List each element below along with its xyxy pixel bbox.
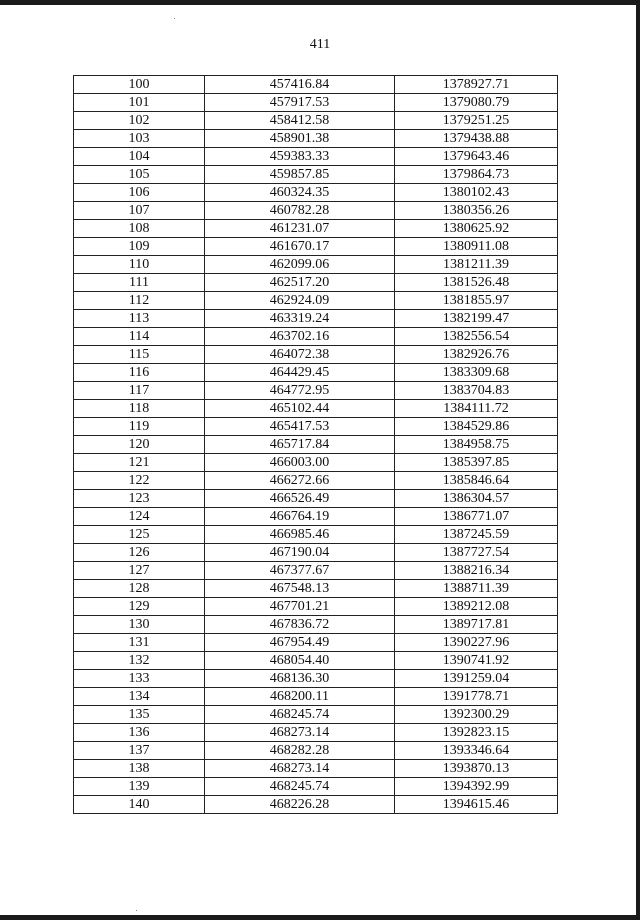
table-row <box>74 508 558 526</box>
x-coordinate-cell: 461231.07 <box>205 220 395 238</box>
table-row <box>74 760 558 778</box>
point-number-cell: 127 <box>74 562 205 580</box>
point-number-cell: 121 <box>74 454 205 472</box>
y-coordinate-cell: 1386304.57 <box>395 490 558 508</box>
x-coordinate-cell: 462517.20 <box>205 274 395 292</box>
point-number-cell: 101 <box>74 94 205 112</box>
y-coordinate-cell: 1391259.04 <box>395 670 558 688</box>
y-coordinate-cell: 1381855.97 <box>395 292 558 310</box>
table-row <box>74 778 558 796</box>
point-number-cell: 102 <box>74 112 205 130</box>
point-number-cell: 134 <box>74 688 205 706</box>
scan-speck <box>174 18 175 19</box>
point-number-cell: 100 <box>74 76 205 94</box>
table-row <box>74 310 558 328</box>
point-number-cell: 131 <box>74 634 205 652</box>
y-coordinate-cell: 1380102.43 <box>395 184 558 202</box>
x-coordinate-cell: 466526.49 <box>205 490 395 508</box>
table-row <box>74 742 558 760</box>
point-number-cell: 135 <box>74 706 205 724</box>
table-row <box>74 724 558 742</box>
table-row <box>74 652 558 670</box>
x-coordinate-cell: 468136.30 <box>205 670 395 688</box>
y-coordinate-cell: 1389212.08 <box>395 598 558 616</box>
y-coordinate-cell: 1390227.96 <box>395 634 558 652</box>
page-number: 411 <box>309 37 331 52</box>
x-coordinate-cell: 465417.53 <box>205 418 395 436</box>
x-coordinate-cell: 468245.74 <box>205 706 395 724</box>
point-number-cell: 124 <box>74 508 205 526</box>
point-number-cell: 112 <box>74 292 205 310</box>
y-coordinate-cell: 1378927.71 <box>395 76 558 94</box>
coordinate-table-body <box>74 76 558 814</box>
table-row <box>74 688 558 706</box>
point-number-cell: 117 <box>74 382 205 400</box>
point-number-cell: 116 <box>74 364 205 382</box>
y-coordinate-cell: 1384529.86 <box>395 418 558 436</box>
y-coordinate-cell: 1380911.08 <box>395 238 558 256</box>
point-number-cell: 119 <box>74 418 205 436</box>
table-row <box>74 292 558 310</box>
table-row <box>74 202 558 220</box>
table-row <box>74 634 558 652</box>
point-number-cell: 138 <box>74 760 205 778</box>
table-row <box>74 562 558 580</box>
table-row <box>74 580 558 598</box>
point-number-cell: 115 <box>74 346 205 364</box>
table-row <box>74 418 558 436</box>
x-coordinate-cell: 468282.28 <box>205 742 395 760</box>
table-row <box>74 670 558 688</box>
point-number-cell: 103 <box>74 130 205 148</box>
point-number-cell: 140 <box>74 796 205 814</box>
table-row <box>74 220 558 238</box>
point-number-cell: 126 <box>74 544 205 562</box>
x-coordinate-cell: 466985.46 <box>205 526 395 544</box>
y-coordinate-cell: 1379643.46 <box>395 148 558 166</box>
y-coordinate-cell: 1383309.68 <box>395 364 558 382</box>
point-number-cell: 111 <box>74 274 205 292</box>
y-coordinate-cell: 1390741.92 <box>395 652 558 670</box>
table-row <box>74 616 558 634</box>
x-coordinate-cell: 468226.28 <box>205 796 395 814</box>
table-row <box>74 184 558 202</box>
table-row <box>74 166 558 184</box>
x-coordinate-cell: 468200.11 <box>205 688 395 706</box>
y-coordinate-cell: 1385846.64 <box>395 472 558 490</box>
point-number-cell: 137 <box>74 742 205 760</box>
point-number-cell: 122 <box>74 472 205 490</box>
x-coordinate-cell: 467190.04 <box>205 544 395 562</box>
point-number-cell: 139 <box>74 778 205 796</box>
y-coordinate-cell: 1392823.15 <box>395 724 558 742</box>
table-row <box>74 94 558 112</box>
point-number-cell: 110 <box>74 256 205 274</box>
point-number-cell: 107 <box>74 202 205 220</box>
x-coordinate-cell: 466003.00 <box>205 454 395 472</box>
y-coordinate-cell: 1382199.47 <box>395 310 558 328</box>
point-number-cell: 109 <box>74 238 205 256</box>
table-row <box>74 364 558 382</box>
x-coordinate-cell: 463319.24 <box>205 310 395 328</box>
x-coordinate-cell: 463702.16 <box>205 328 395 346</box>
table-row <box>74 400 558 418</box>
y-coordinate-cell: 1380356.26 <box>395 202 558 220</box>
table-row <box>74 472 558 490</box>
y-coordinate-cell: 1393870.13 <box>395 760 558 778</box>
y-coordinate-cell: 1384958.75 <box>395 436 558 454</box>
point-number-cell: 130 <box>74 616 205 634</box>
table-row <box>74 526 558 544</box>
y-coordinate-cell: 1394392.99 <box>395 778 558 796</box>
x-coordinate-cell: 458901.38 <box>205 130 395 148</box>
table-row <box>74 490 558 508</box>
scan-speck <box>136 910 137 911</box>
point-number-cell: 105 <box>74 166 205 184</box>
y-coordinate-cell: 1384111.72 <box>395 400 558 418</box>
x-coordinate-cell: 461670.17 <box>205 238 395 256</box>
x-coordinate-cell: 458412.58 <box>205 112 395 130</box>
x-coordinate-cell: 464072.38 <box>205 346 395 364</box>
y-coordinate-cell: 1379080.79 <box>395 94 558 112</box>
x-coordinate-cell: 467836.72 <box>205 616 395 634</box>
y-coordinate-cell: 1383704.83 <box>395 382 558 400</box>
point-number-cell: 128 <box>74 580 205 598</box>
table-row <box>74 436 558 454</box>
x-coordinate-cell: 468273.14 <box>205 724 395 742</box>
x-coordinate-cell: 466764.19 <box>205 508 395 526</box>
table-row <box>74 544 558 562</box>
y-coordinate-cell: 1381526.48 <box>395 274 558 292</box>
point-number-cell: 104 <box>74 148 205 166</box>
y-coordinate-cell: 1389717.81 <box>395 616 558 634</box>
x-coordinate-cell: 467954.49 <box>205 634 395 652</box>
x-coordinate-cell: 457917.53 <box>205 94 395 112</box>
x-coordinate-cell: 465102.44 <box>205 400 395 418</box>
y-coordinate-cell: 1386771.07 <box>395 508 558 526</box>
x-coordinate-cell: 468273.14 <box>205 760 395 778</box>
table-row <box>74 238 558 256</box>
y-coordinate-cell: 1392300.29 <box>395 706 558 724</box>
point-number-cell: 106 <box>74 184 205 202</box>
x-coordinate-cell: 465717.84 <box>205 436 395 454</box>
point-number-cell: 113 <box>74 310 205 328</box>
y-coordinate-cell: 1388216.34 <box>395 562 558 580</box>
x-coordinate-cell: 468245.74 <box>205 778 395 796</box>
x-coordinate-cell: 460324.35 <box>205 184 395 202</box>
y-coordinate-cell: 1382926.76 <box>395 346 558 364</box>
x-coordinate-cell: 468054.40 <box>205 652 395 670</box>
x-coordinate-cell: 467701.21 <box>205 598 395 616</box>
point-number-cell: 133 <box>74 670 205 688</box>
x-coordinate-cell: 462099.06 <box>205 256 395 274</box>
y-coordinate-cell: 1380625.92 <box>395 220 558 238</box>
x-coordinate-cell: 457416.84 <box>205 76 395 94</box>
point-number-cell: 132 <box>74 652 205 670</box>
table-row <box>74 598 558 616</box>
y-coordinate-cell: 1379864.73 <box>395 166 558 184</box>
table-row <box>74 274 558 292</box>
point-number-cell: 125 <box>74 526 205 544</box>
point-number-cell: 120 <box>74 436 205 454</box>
table-row <box>74 76 558 94</box>
x-coordinate-cell: 464429.45 <box>205 364 395 382</box>
y-coordinate-cell: 1385397.85 <box>395 454 558 472</box>
table-row <box>74 256 558 274</box>
table-row <box>74 796 558 814</box>
y-coordinate-cell: 1381211.39 <box>395 256 558 274</box>
point-number-cell: 108 <box>74 220 205 238</box>
y-coordinate-cell: 1382556.54 <box>395 328 558 346</box>
table-row <box>74 346 558 364</box>
table-row <box>74 148 558 166</box>
point-number-cell: 129 <box>74 598 205 616</box>
y-coordinate-cell: 1387245.59 <box>395 526 558 544</box>
table-row <box>74 328 558 346</box>
point-number-cell: 114 <box>74 328 205 346</box>
y-coordinate-cell: 1388711.39 <box>395 580 558 598</box>
x-coordinate-cell: 459857.85 <box>205 166 395 184</box>
point-number-cell: 118 <box>74 400 205 418</box>
point-number-cell: 123 <box>74 490 205 508</box>
x-coordinate-cell: 462924.09 <box>205 292 395 310</box>
x-coordinate-cell: 459383.33 <box>205 148 395 166</box>
x-coordinate-cell: 460782.28 <box>205 202 395 220</box>
table-row <box>74 454 558 472</box>
x-coordinate-cell: 464772.95 <box>205 382 395 400</box>
coordinate-table <box>73 75 558 814</box>
point-number-cell: 136 <box>74 724 205 742</box>
y-coordinate-cell: 1379438.88 <box>395 130 558 148</box>
table-row <box>74 706 558 724</box>
y-coordinate-cell: 1394615.46 <box>395 796 558 814</box>
y-coordinate-cell: 1387727.54 <box>395 544 558 562</box>
x-coordinate-cell: 467548.13 <box>205 580 395 598</box>
table-row <box>74 382 558 400</box>
x-coordinate-cell: 466272.66 <box>205 472 395 490</box>
table-row <box>74 112 558 130</box>
y-coordinate-cell: 1379251.25 <box>395 112 558 130</box>
y-coordinate-cell: 1393346.64 <box>395 742 558 760</box>
x-coordinate-cell: 467377.67 <box>205 562 395 580</box>
table-row <box>74 130 558 148</box>
y-coordinate-cell: 1391778.71 <box>395 688 558 706</box>
